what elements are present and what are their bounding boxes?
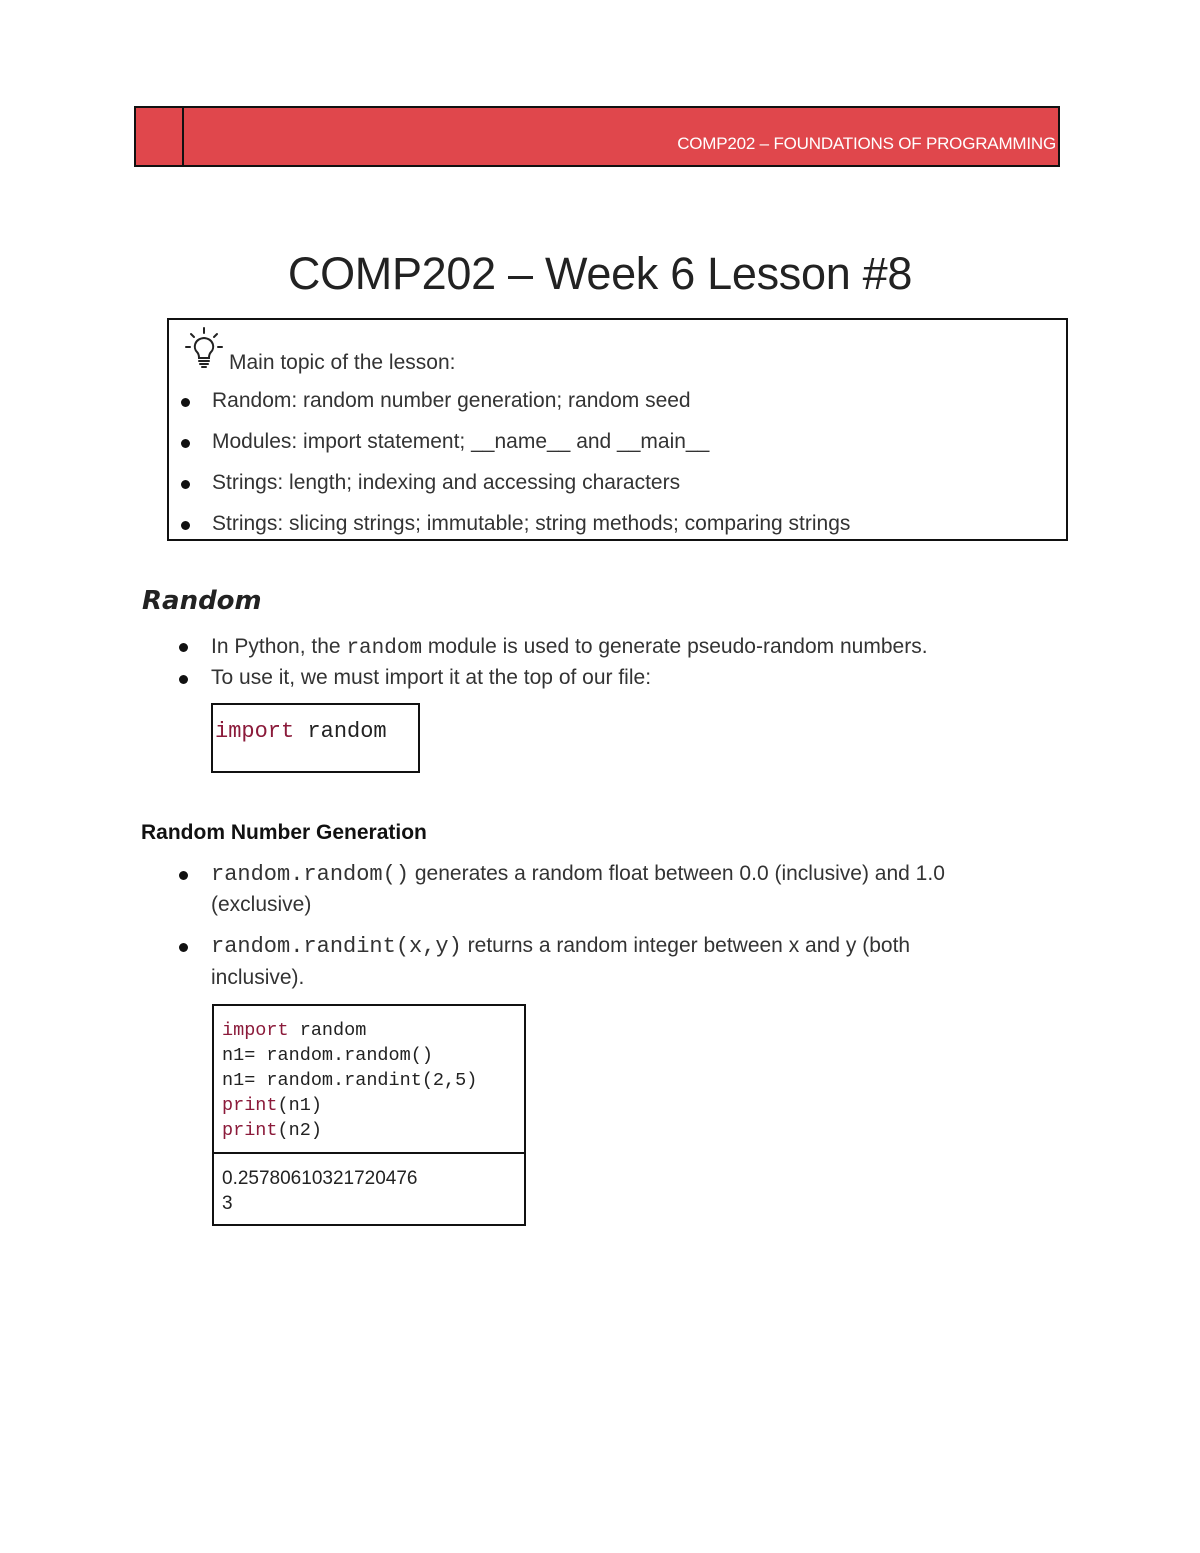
code-line: [222, 1070, 477, 1091]
bullet-dot: [181, 521, 190, 530]
output-line: 0.25780610321720476: [222, 1168, 418, 1189]
code-text: random: [294, 719, 387, 744]
code-text: n1= random.random(): [222, 1045, 433, 1066]
code-line: [215, 719, 387, 744]
rng-bullet-2-continued: inclusive).: [211, 966, 305, 989]
code-keyword: print: [222, 1095, 278, 1116]
random-bullet-1: [211, 635, 928, 660]
bullet-dot: [179, 871, 188, 880]
topic-item: Modules: import statement; __name__ and __main__: [212, 430, 710, 453]
import-code-block: [211, 703, 420, 773]
code-text: (n2): [277, 1120, 322, 1141]
code-text: random: [288, 1020, 367, 1041]
output-line: 3: [222, 1193, 233, 1214]
inline-code: random.random(): [211, 862, 410, 887]
inline-code: random.randint(x,y): [211, 934, 462, 959]
text-run: returns a random integer between x and y (both: [461, 934, 911, 957]
bullet-dot: [179, 643, 188, 652]
rng-bullet-2: [211, 934, 910, 959]
inline-code: random: [346, 637, 423, 660]
course-header-bar: [134, 106, 1060, 167]
code-line: [222, 1120, 322, 1141]
random-bullet-2: To use it, we must import it at the top of our file:: [211, 666, 652, 689]
bullet-dot: [179, 943, 188, 952]
bullet-dot: [181, 480, 190, 489]
text-run: In Python, the: [211, 635, 347, 658]
bullet-dot: [181, 439, 190, 448]
topic-item: Strings: slicing strings; immutable; string methods; comparing strings: [212, 512, 851, 535]
rng-section-heading: Random Number Generation: [141, 821, 427, 844]
random-section-heading: Random: [142, 586, 262, 616]
topic-item: Random: random number generation; random seed: [212, 389, 691, 412]
code-line: [222, 1020, 366, 1041]
bullet-dot: [179, 675, 188, 684]
code-line: [222, 1045, 433, 1066]
topic-item: Strings: length; indexing and accessing characters: [212, 471, 681, 494]
code-keyword: print: [222, 1120, 278, 1141]
bullet-dot: [181, 398, 190, 407]
text-run: module is used to generate pseudo-random numbers.: [422, 635, 928, 658]
course-label: COMP202 – FOUNDATIONS OF PROGRAMMING: [677, 134, 1056, 153]
lightbulb-icon: [185, 326, 223, 370]
topic-heading: Main topic of the lesson:: [229, 351, 456, 374]
page-title: COMP202 – Week 6 Lesson #8: [287, 248, 913, 299]
header-tab-separator: [182, 108, 184, 165]
text-run: generates a random float between 0.0 (inclusive) and 1.0: [409, 862, 945, 885]
code-output-divider: [214, 1152, 524, 1154]
topic-box: [167, 318, 1068, 541]
code-keyword: import: [215, 719, 295, 744]
rng-bullet-1: [211, 862, 945, 887]
example-code-block: [212, 1004, 526, 1226]
code-keyword: import: [222, 1020, 289, 1041]
code-text: n1= random.randint(2,5): [222, 1070, 478, 1091]
rng-bullet-1-continued: (exclusive): [211, 893, 312, 916]
code-line: [222, 1095, 322, 1116]
code-text: (n1): [277, 1095, 322, 1116]
